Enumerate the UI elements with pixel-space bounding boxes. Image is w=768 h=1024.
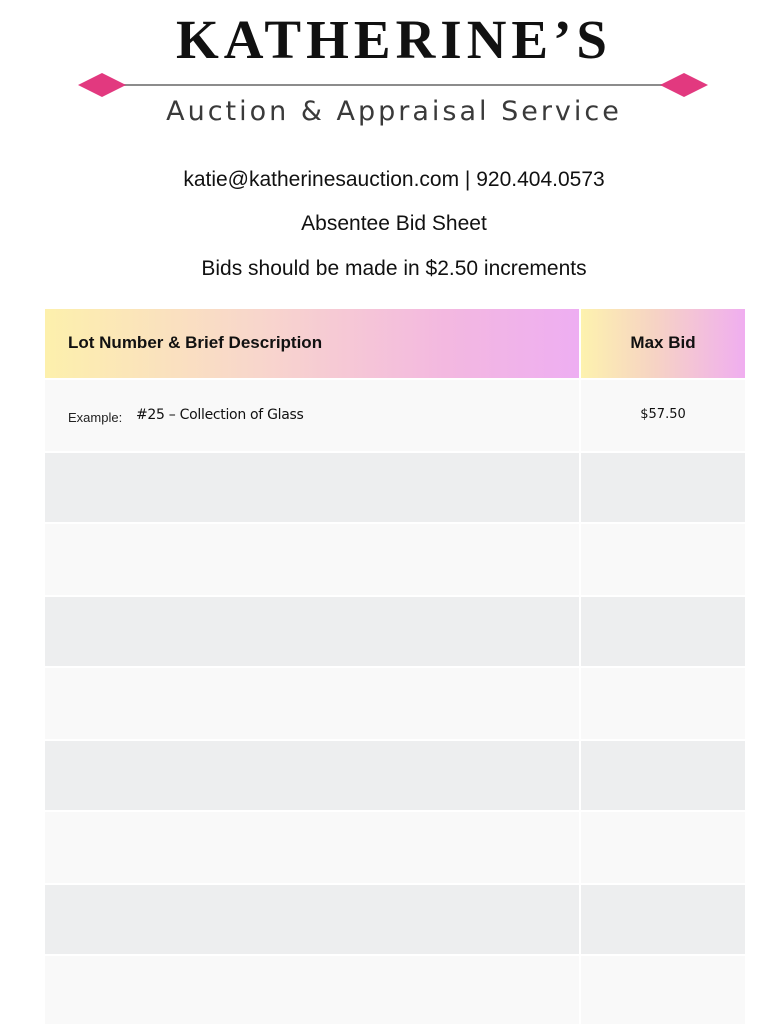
- table-row: [45, 668, 745, 739]
- table-header-row: [45, 309, 745, 378]
- example-row: [45, 380, 745, 451]
- company-logo: [0, 0, 768, 140]
- max-bid-cell[interactable]: [581, 741, 745, 810]
- example-max-bid: $57.50: [640, 407, 686, 422]
- example-label: Example:: [68, 410, 123, 425]
- page-title: Absentee Bid Sheet: [301, 212, 487, 235]
- description-cell[interactable]: [45, 668, 579, 739]
- increments-note: Bids should be made in $2.50 increments: [201, 257, 587, 280]
- max-bid-cell[interactable]: [581, 453, 745, 522]
- pink-diamond-icon: [78, 73, 126, 97]
- table-row: [45, 453, 745, 522]
- description-cell[interactable]: [45, 524, 579, 595]
- header-description-label: Lot Number & Brief Description: [68, 333, 323, 352]
- max-bid-cell[interactable]: [581, 956, 745, 1024]
- table-row: [45, 956, 745, 1024]
- table-row: [45, 597, 745, 666]
- max-bid-cell[interactable]: [581, 597, 745, 666]
- description-cell[interactable]: [45, 453, 579, 522]
- logo-divider: [78, 73, 708, 97]
- description-cell[interactable]: [45, 812, 579, 883]
- table-row: [45, 812, 745, 883]
- description-cell[interactable]: [45, 597, 579, 666]
- max-bid-cell[interactable]: [581, 668, 745, 739]
- header-cell-description: [45, 309, 579, 378]
- max-bid-cell[interactable]: [581, 885, 745, 954]
- brand-name: KATHERINE’S: [176, 9, 612, 70]
- max-bid-cell[interactable]: [581, 812, 745, 883]
- header-cell-max-bid: [581, 309, 745, 378]
- description-cell[interactable]: [45, 885, 579, 954]
- table-row: [45, 885, 745, 954]
- description-cell[interactable]: [45, 741, 579, 810]
- contact-line: katie@katherinesauction.com | 920.404.0573: [183, 168, 605, 191]
- brand-tagline: Auction & Appraisal Service: [166, 96, 622, 127]
- header-max-bid-label: Max Bid: [630, 333, 696, 352]
- description-cell: [45, 380, 579, 451]
- divider-line: [100, 84, 686, 86]
- table-row: [45, 741, 745, 810]
- max-bid-cell: [581, 380, 745, 451]
- example-description: #25 – Collection of Glass: [136, 407, 304, 423]
- pink-diamond-icon: [660, 73, 708, 97]
- description-cell[interactable]: [45, 956, 579, 1024]
- table-row: [45, 524, 745, 595]
- max-bid-cell[interactable]: [581, 524, 745, 595]
